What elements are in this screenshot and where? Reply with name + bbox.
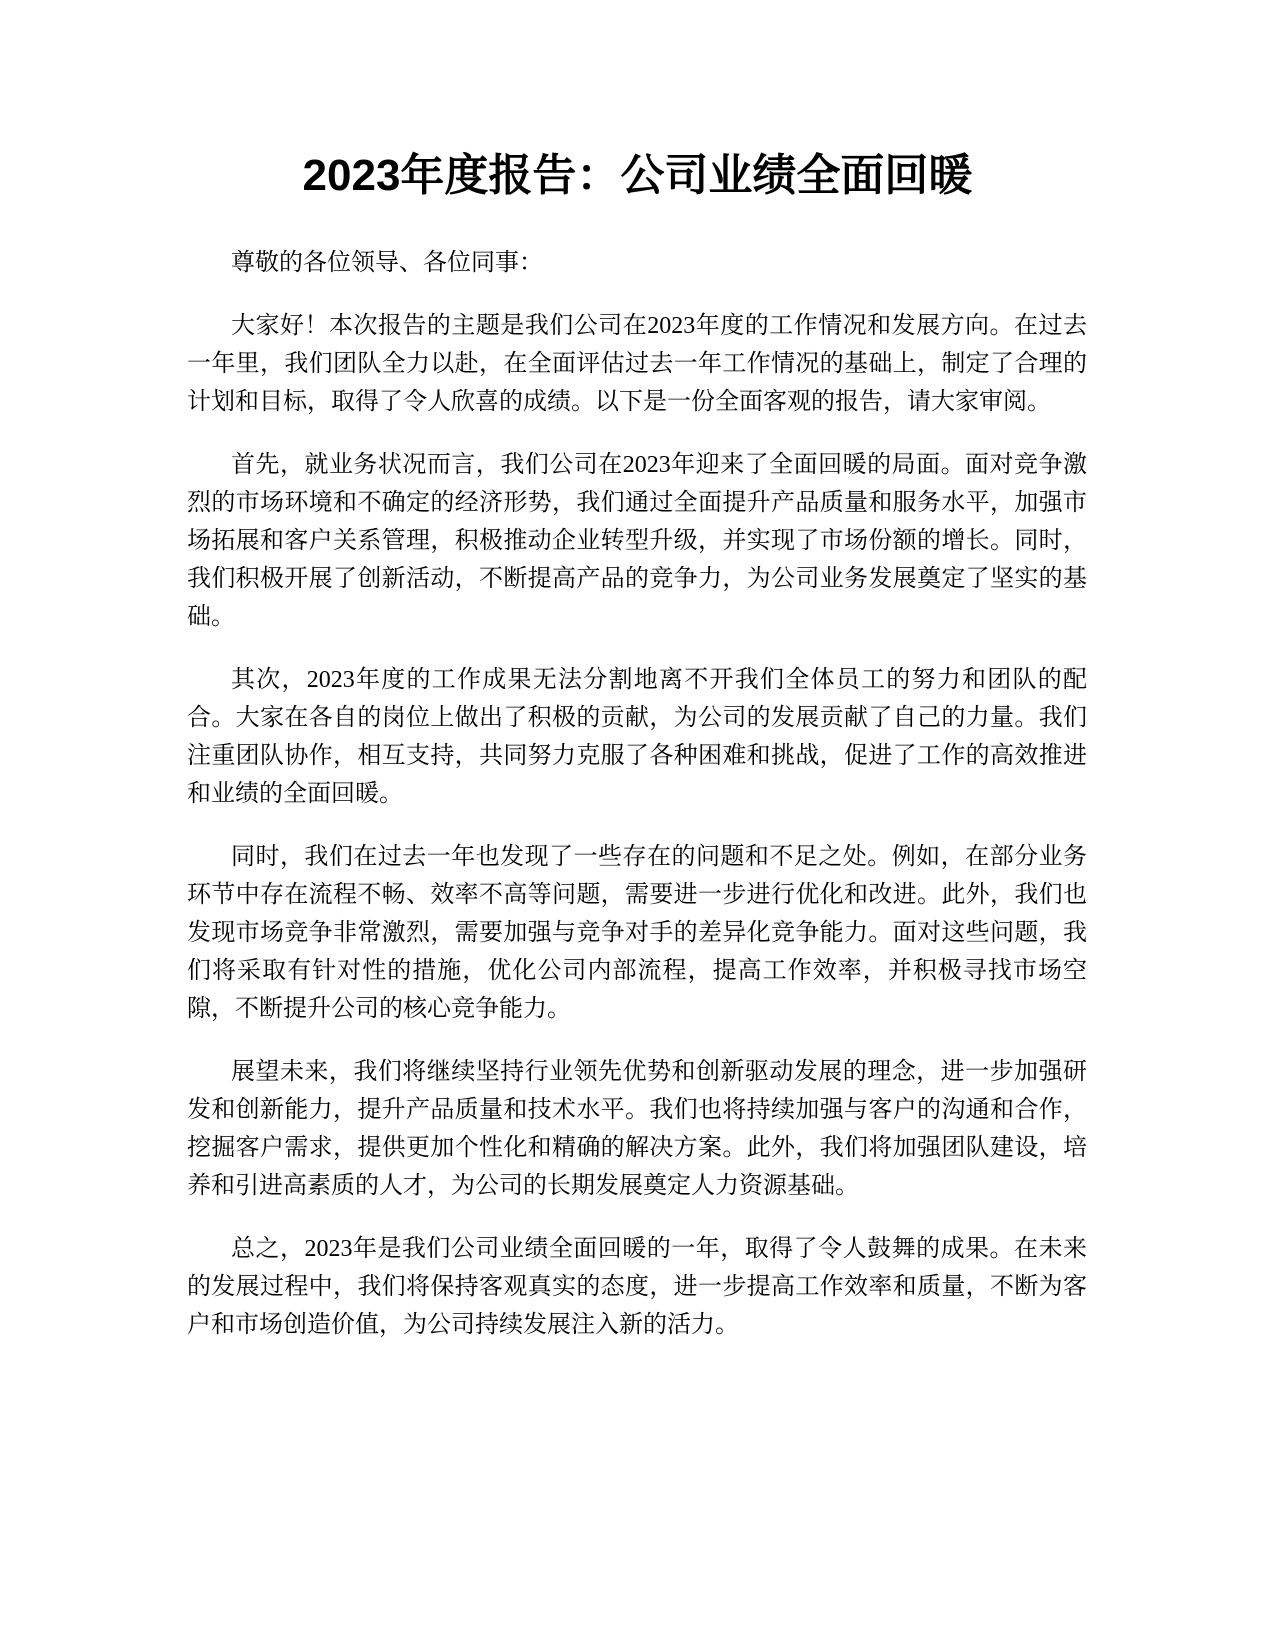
paragraph: 总之，2023年是我们公司业绩全面回暖的一年，取得了令人鼓舞的成果。在未来的发展过程中，我们将保持客观真实的态度，进一步提高工作效率和质量，不断为客户和市场创造价值，为公司持续发展注入新的活力。 [187,1236,1087,1338]
salutation: 尊敬的各位领导、各位同事： [231,250,543,276]
paragraph: 同时，我们在过去一年也发现了一些存在的问题和不足之处。例如，在部分业务环节中存在流程不畅、效率不高等问题，需要进一步进行优化和改进。此外，我们也发现市场竞争非常激烈，需要加强与竞争对手的差异化竞争能力。面对这些问题，我们将采取有针对性的措施，优化公司内部流程，提高工作效率，并积极寻找市场空隙，不断提升公司的核心竞争能力。 [187,844,1087,1022]
document-body [187,244,1087,1369]
paragraph: 其次，2023年度的工作成果无法分割地离不开我们全体员工的努力和团队的配合。大家在各自的岗位上做出了积极的贡献，为公司的发展贡献了自己的力量。我们注重团队协作，相互支持，共同努力克服了各种困难和挑战，促进了工作的高效推进和业绩的全面回暖。 [187,667,1087,807]
paragraph: 大家好！本次报告的主题是我们公司在2023年度的工作情况和发展方向。在过去一年里，我们团队全力以赴，在全面评估过去一年工作情况的基础上，制定了合理的计划和目标，取得了令人欣喜的成绩。以下是一份全面客观的报告，请大家审阅。 [187,313,1087,415]
paragraph: 首先，就业务状况而言，我们公司在2023年迎来了全面回暖的局面。面对竞争激烈的市场环境和不确定的经济形势，我们通过全面提升产品质量和服务水平，加强市场拓展和客户关系管理，积极推动企业转型升级，并实现了市场份额的增长。同时，我们积极开展了创新活动，不断提高产品的竞争力，为公司业务发展奠定了坚实的基础。 [187,452,1087,630]
document-title: 2023年度报告：公司业绩全面回暖 [302,151,973,200]
paragraph: 展望未来，我们将继续坚持行业领先优势和创新驱动发展的理念，进一步加强研发和创新能力，提升产品质量和技术水平。我们也将持续加强与客户的沟通和合作，挖掘客户需求，提供更加个性化和精确的解决方案。此外，我们将加强团队建设，培养和引进高素质的人才，为公司的长期发展奠定人力资源基础。 [187,1059,1087,1199]
